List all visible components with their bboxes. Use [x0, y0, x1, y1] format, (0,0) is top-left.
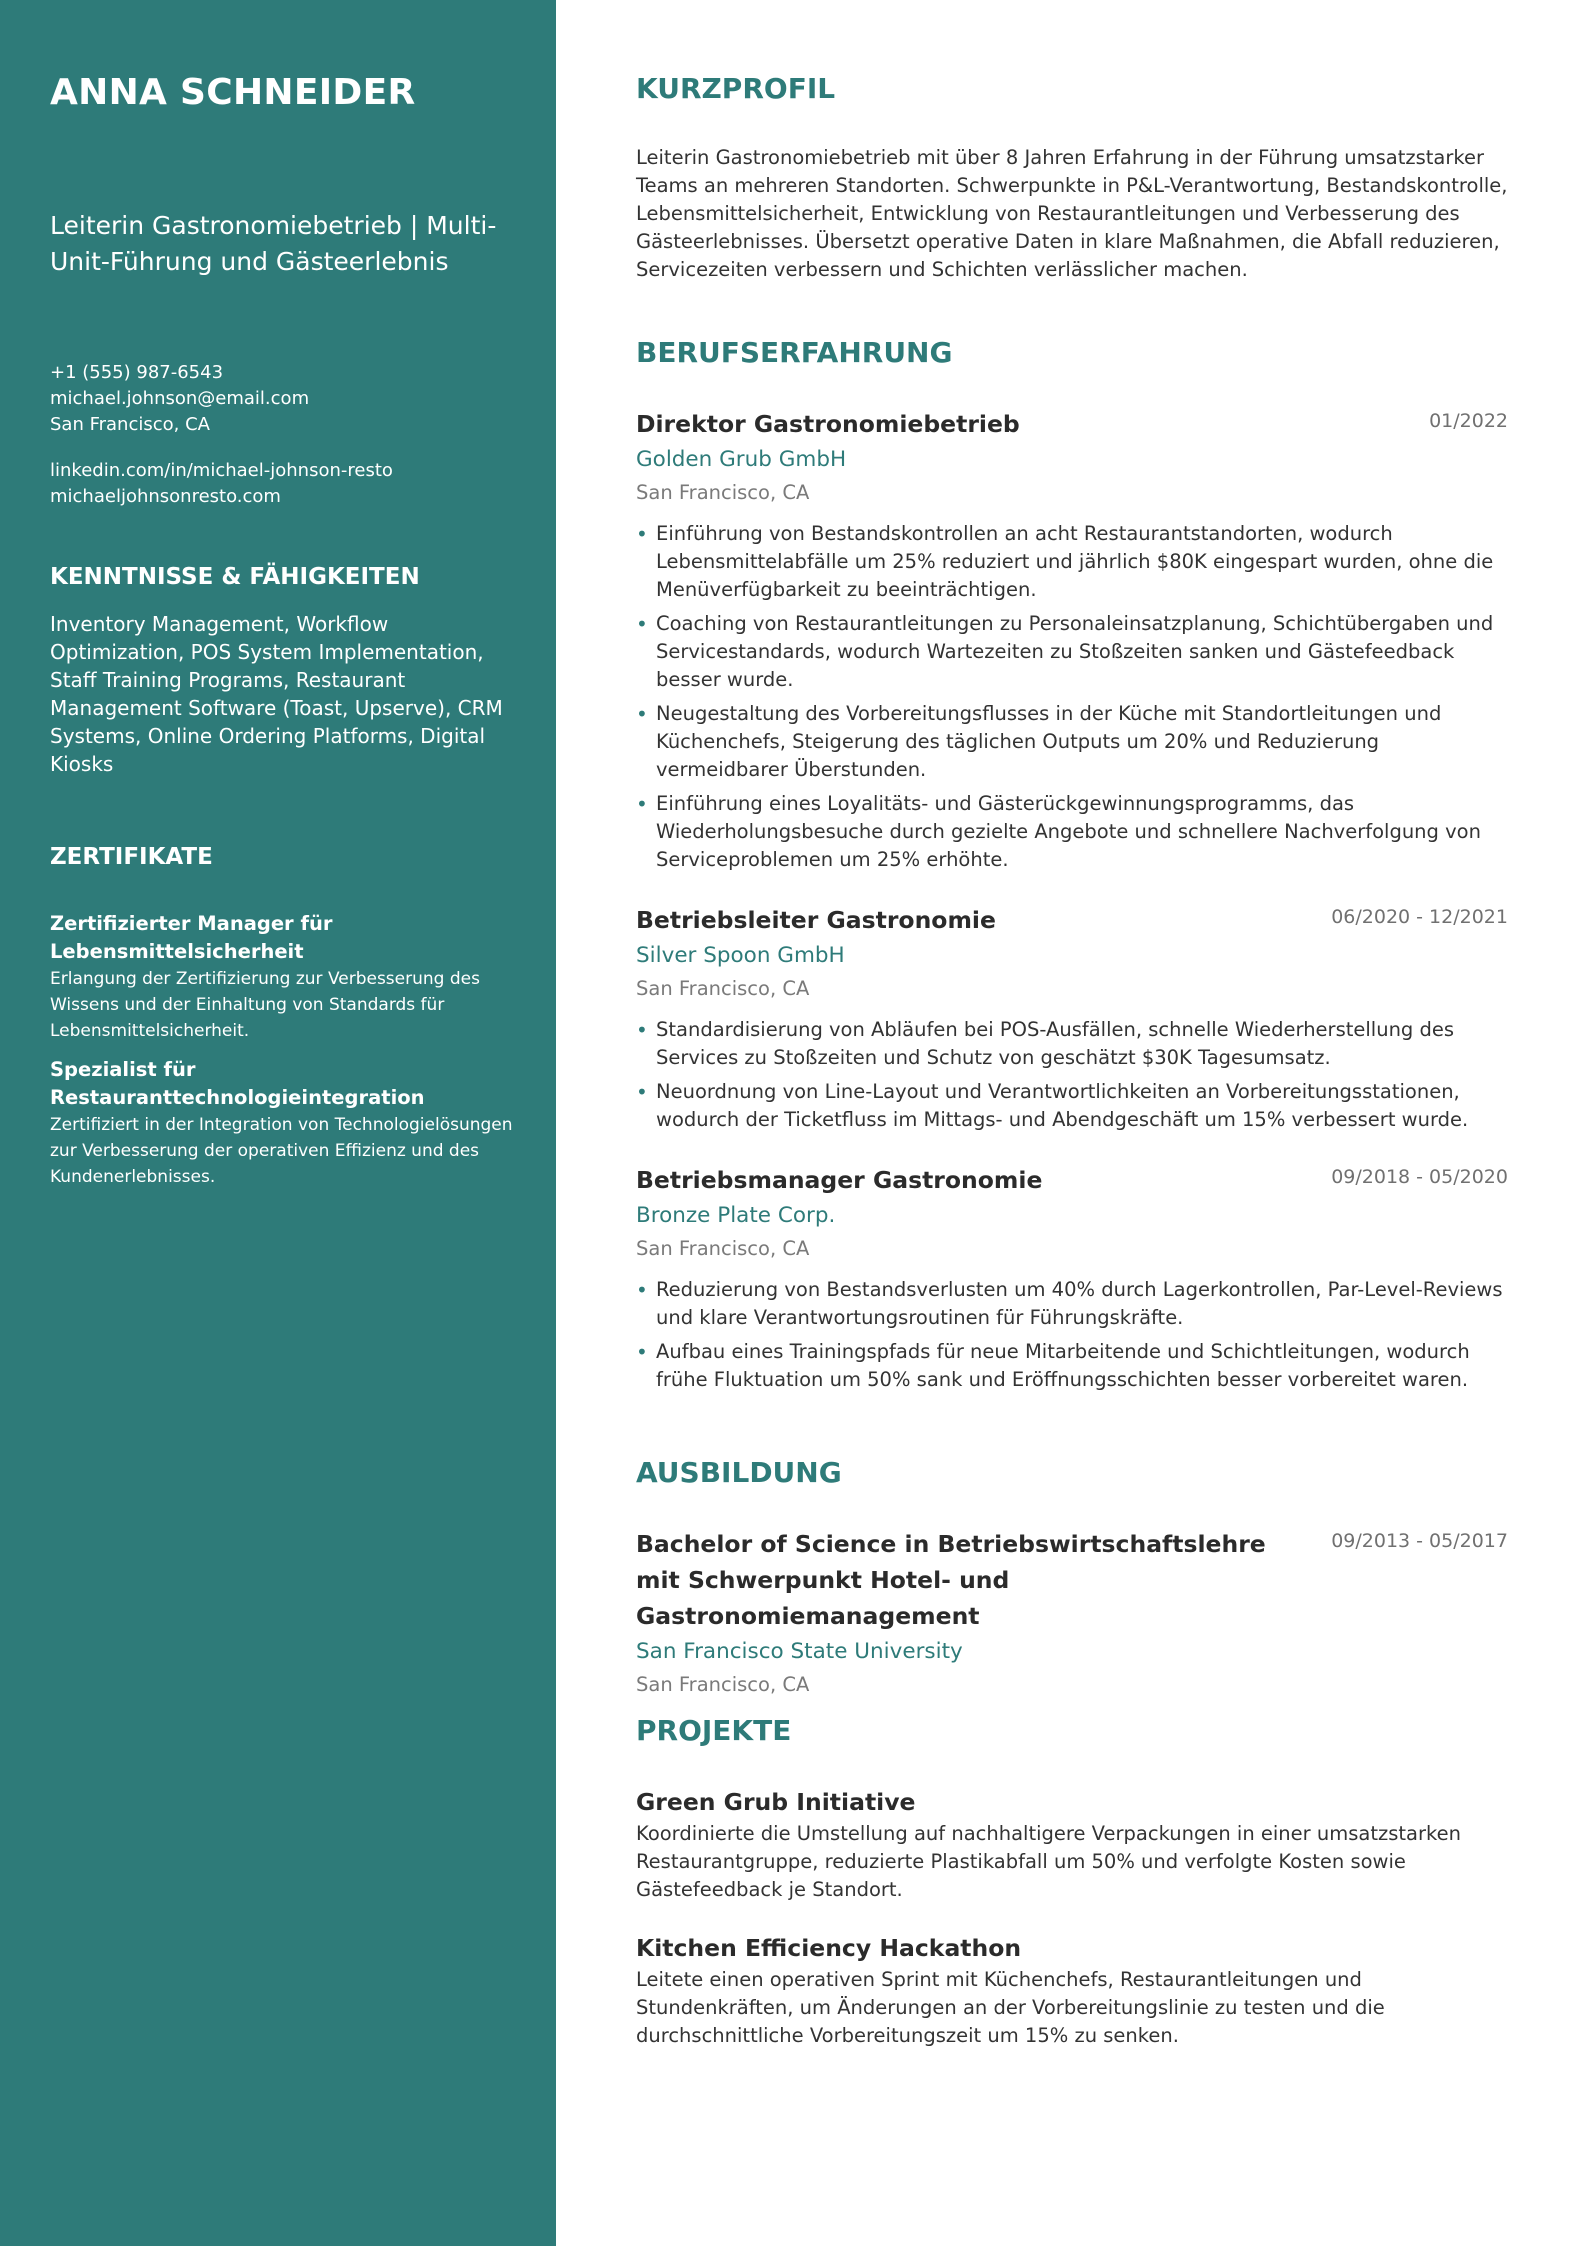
certificate-item: [50, 1056, 520, 1190]
job-location: San Francisco, CA: [636, 1237, 810, 1260]
summary-heading: KURZPROFIL: [636, 72, 836, 105]
bullet-item: • Aufbau eines Trainingspfads für neue Mitarbeitende und Schichtleitungen, wodurch frühe Fluktuation um 50% sank und Eröffnungsschichten besser vorbereitet waren.: [636, 1338, 1508, 1394]
bullet-item: • Coaching von Restaurantleitungen zu Personaleinsatzplanung, Schichtübergaben und Servicestandards, wodurch Wartezeiten zu Stoßzeiten sanken und Gästefeedback besser wurde.: [636, 610, 1508, 694]
project-title: Kitchen Efficiency Hackathon: [636, 1934, 1022, 1962]
education-heading: AUSBILDUNG: [636, 1456, 842, 1489]
bullet-item: • Neuordnung von Line-Layout und Verantwortlichkeiten an Vorbereitungsstationen, wodurch der Ticketfluss im Mittags- und Abendgeschäft um 15% verbessert wurde.: [636, 1078, 1508, 1134]
certificate-item: [50, 910, 520, 1044]
education-date: 09/2013 - 05/2017: [1331, 1530, 1508, 1552]
job-location: San Francisco, CA: [636, 977, 810, 1000]
email-address: michael.johnson@email.com: [50, 388, 310, 409]
profile-links: [50, 458, 393, 510]
skills-text: Inventory Management, Workflow Optimization, POS System Implementation, Staff Training Programs, Restaurant Management Software (Toast, Upserve), CRM Systems, Online Ordering Platforms, Digital Kiosks: [50, 612, 503, 776]
skills-heading: KENNTNISSE & FÄHIGKEITEN: [50, 564, 420, 590]
job-location: San Francisco, CA: [636, 481, 810, 504]
certificate-description: Erlangung der Zertifizierung zur Verbesserung des Wissens und der Einhaltung von Standards für Lebensmittelsicherheit.: [50, 969, 480, 1041]
company-name: Golden Grub GmbH: [636, 447, 847, 472]
experience-heading: BERUFSERFAHRUNG: [636, 336, 953, 369]
job-date: 01/2022: [1429, 410, 1508, 432]
bullet-item: • Reduzierung von Bestandsverlusten um 40% durch Lagerkontrollen, Par-Level-Reviews und klare Verantwortungsroutinen für Führungskräfte.: [636, 1276, 1508, 1332]
job-bullets: [636, 1276, 1508, 1394]
job-title: Betriebsleiter Gastronomie: [636, 906, 996, 934]
summary-text: Leiterin Gastronomiebetrieb mit über 8 Jahren Erfahrung in der Führung umsatzstarker Teams an mehreren Standorten. Schwerpunkte in P&L-Verantwortung, Bestandskontrolle, Lebensmittelsicherheit, Entwicklung von Restaurantleitungen und Verbesserung des Gästeerlebnisses. Übersetzt operative Daten in klare Maßnahmen, die Abfall reduzieren, Servicezeiten verbessern und Schichten verlässlicher machen.: [636, 146, 1508, 281]
certificate-title: Spezialist für Restauranttechnologieintegration: [50, 1058, 425, 1109]
candidate-headline: Leiterin Gastronomiebetrieb | Multi-Unit-Führung und Gästeerlebnis: [50, 211, 497, 276]
bullet-item: • Neugestaltung des Vorbereitungsflusses in der Küche mit Standortleitungen und Küchenchefs, Steigerung des täglichen Outputs um 20% und Reduzierung vermeidbarer Überstunden.: [636, 700, 1508, 784]
projects-heading: PROJEKTE: [636, 1714, 792, 1747]
company-name: Silver Spoon GmbH: [636, 943, 845, 968]
sidebar: [0, 0, 556, 2246]
location: San Francisco, CA: [50, 414, 210, 435]
job-entry: [636, 1162, 1508, 1400]
job-date: 09/2018 - 05/2020: [1331, 1166, 1508, 1188]
contact-info: [50, 360, 309, 438]
degree-title: Bachelor of Science in Betriebswirtschaftslehre mit Schwerpunkt Hotel- und Gastronomiemanagement: [636, 1530, 1266, 1630]
job-entry: [636, 406, 1508, 880]
job-date: 06/2020 - 12/2021: [1331, 906, 1508, 928]
education-entry: [636, 1526, 1508, 1700]
project-description: Leitete einen operativen Sprint mit Küchenchefs, Restaurantleitungen und Stundenkräften, um Änderungen an der Vorbereitungslinie zu testen und die durchschnittliche Vorbereitungszeit um 15% zu senken.: [636, 1968, 1385, 2047]
school-location: San Francisco, CA: [636, 1673, 810, 1696]
job-title: Direktor Gastronomiebetrieb: [636, 410, 1020, 438]
company-name: Bronze Plate Corp.: [636, 1203, 836, 1228]
school-name: San Francisco State University: [636, 1639, 963, 1664]
job-entry: [636, 902, 1508, 1140]
certificates-heading: ZERTIFIKATE: [50, 844, 213, 870]
bullet-item: • Einführung von Bestandskontrollen an acht Restaurantstandorten, wodurch Lebensmittelabfälle um 25% reduziert und jährlich $80K eingespart wurden, ohne die Menüverfügbarkeit zu beeinträchtigen.: [636, 520, 1508, 604]
certificate-title: Zertifizierter Manager für Lebensmittelsicherheit: [50, 912, 333, 963]
linkedin-link[interactable]: linkedin.com/in/michael-johnson-resto: [50, 460, 393, 481]
website-link[interactable]: michaeljohnsonresto.com: [50, 486, 281, 507]
certificate-description: Zertifiziert in der Integration von Technologielösungen zur Verbesserung der operativen Effizienz und des Kundenerlebnisses.: [50, 1115, 513, 1187]
certificates-list: [50, 910, 520, 1202]
bullet-item: • Einführung eines Loyalitäts- und Gästerückgewinnungsprogramms, das Wiederholungsbesuche durch gezielte Angebote und schnellere Nachverfolgung von Serviceproblemen um 25% erhöhte.: [636, 790, 1508, 874]
project-entry: [636, 1930, 1508, 2050]
job-bullets: [636, 520, 1508, 874]
main-content: [636, 0, 1508, 2246]
project-entry: [636, 1784, 1508, 1904]
candidate-name: ANNA SCHNEIDER: [50, 72, 416, 113]
project-title: Green Grub Initiative: [636, 1788, 916, 1816]
job-bullets: [636, 1016, 1508, 1134]
phone-number: +1 (555) 987-6543: [50, 362, 224, 383]
job-title: Betriebsmanager Gastronomie: [636, 1166, 1043, 1194]
project-description: Koordinierte die Umstellung auf nachhaltigere Verpackungen in einer umsatzstarken Restaurantgruppe, reduzierte Plastikabfall um 50% und verfolgte Kosten sowie Gästefeedback je Standort.: [636, 1822, 1461, 1901]
bullet-item: • Standardisierung von Abläufen bei POS-Ausfällen, schnelle Wiederherstellung des Services zu Stoßzeiten und Schutz von geschätzt $30K Tagesumsatz.: [636, 1016, 1508, 1072]
